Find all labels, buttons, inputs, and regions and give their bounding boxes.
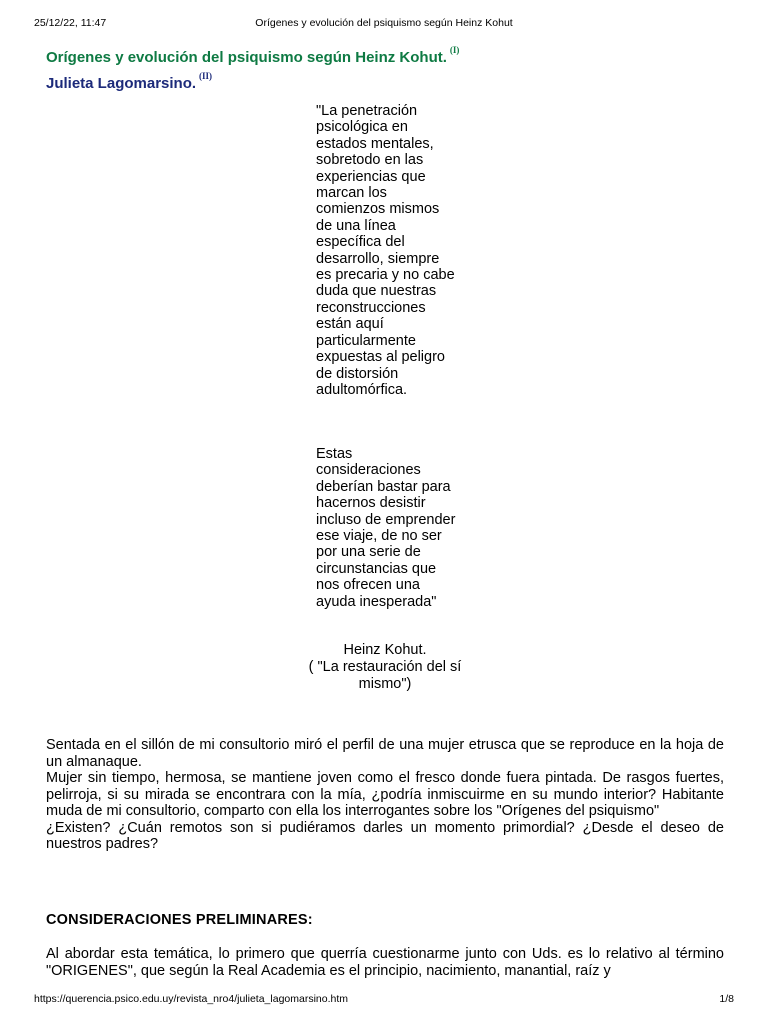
epigraph-quote-part-2 [316, 446, 456, 610]
epigraph-source: ( "La restauración del sí [308, 659, 462, 675]
article-title-text: Orígenes y evolución del psiquismo según Heinz Kohut. [46, 49, 447, 66]
author-footnote-link[interactable]: (II) [199, 71, 213, 81]
article-author [46, 71, 213, 92]
intro-text [46, 737, 724, 853]
section-text [46, 946, 724, 979]
print-date: 25/12/22, 11:47 [34, 17, 107, 29]
epigraph-author: Heinz Kohut. [343, 642, 427, 658]
epigraph-attribution [290, 642, 480, 693]
print-header [34, 17, 734, 31]
epigraph-paragraph: Estas consideraciones deberían bastar para hacernos desistir incluso de emprender ese viaje, de no ser por una serie de circunstancias que nos ofrecen una ayuda inesperada" [316, 446, 456, 610]
print-page-number: 1/8 [719, 993, 734, 1005]
print-url: https://querencia.psico.edu.uy/revista_nro4/julieta_lagomarsino.htm [34, 993, 349, 1005]
article-title [46, 45, 460, 66]
epigraph-paragraph: "La penetración psicológica en estados mentales, sobretodo en las experiencias que marcan los comienzos mismos de una línea específica del desarrollo, siempre es precaria y no cabe duda que nuestras reconstrucciones están aquí particularmente expuestas al peligro de distorsión adultomórfica. [316, 103, 455, 398]
print-footer [34, 993, 734, 1007]
article-author-text: Julieta Lagomarsino. [46, 75, 197, 92]
epigraph-quote-part-1 [316, 103, 456, 398]
print-document-title: Orígenes y evolución del psiquismo según Heinz Kohut [255, 17, 513, 29]
body-paragraph: Sentada en el sillón de mi consultorio miró el perfil de una mujer etrusca que se reproduce en la hoja de un almanaque. [46, 737, 724, 770]
body-paragraph: Al abordar esta temática, lo primero que querría cuestionarme junto con Uds. es lo relativo al término "ORIGENES", que según la Real Academia es el principio, nacimiento, manantial, raíz y [46, 946, 724, 979]
epigraph-source-cont: mismo") [358, 676, 412, 692]
section-heading: CONSIDERACIONES PRELIMINARES: [46, 912, 313, 928]
body-paragraph: Mujer sin tiempo, hermosa, se mantiene joven como el fresco donde fuera pintada. De rasgos fuertes, pelirroja, si su mirada se encontrara con la mía, ¿podría inmiscuirme en su mundo interior? Habitante muda de mi consultorio, comparto con ella los interrogantes sobre los "Orígenes del psiquismo" [46, 770, 724, 819]
body-paragraph: ¿Existen? ¿Cuán remotos son si pudiéramos darles un momento primordial? ¿Desde el deseo de nuestros padres? [46, 819, 724, 852]
title-footnote-link[interactable]: (I) [449, 45, 460, 55]
